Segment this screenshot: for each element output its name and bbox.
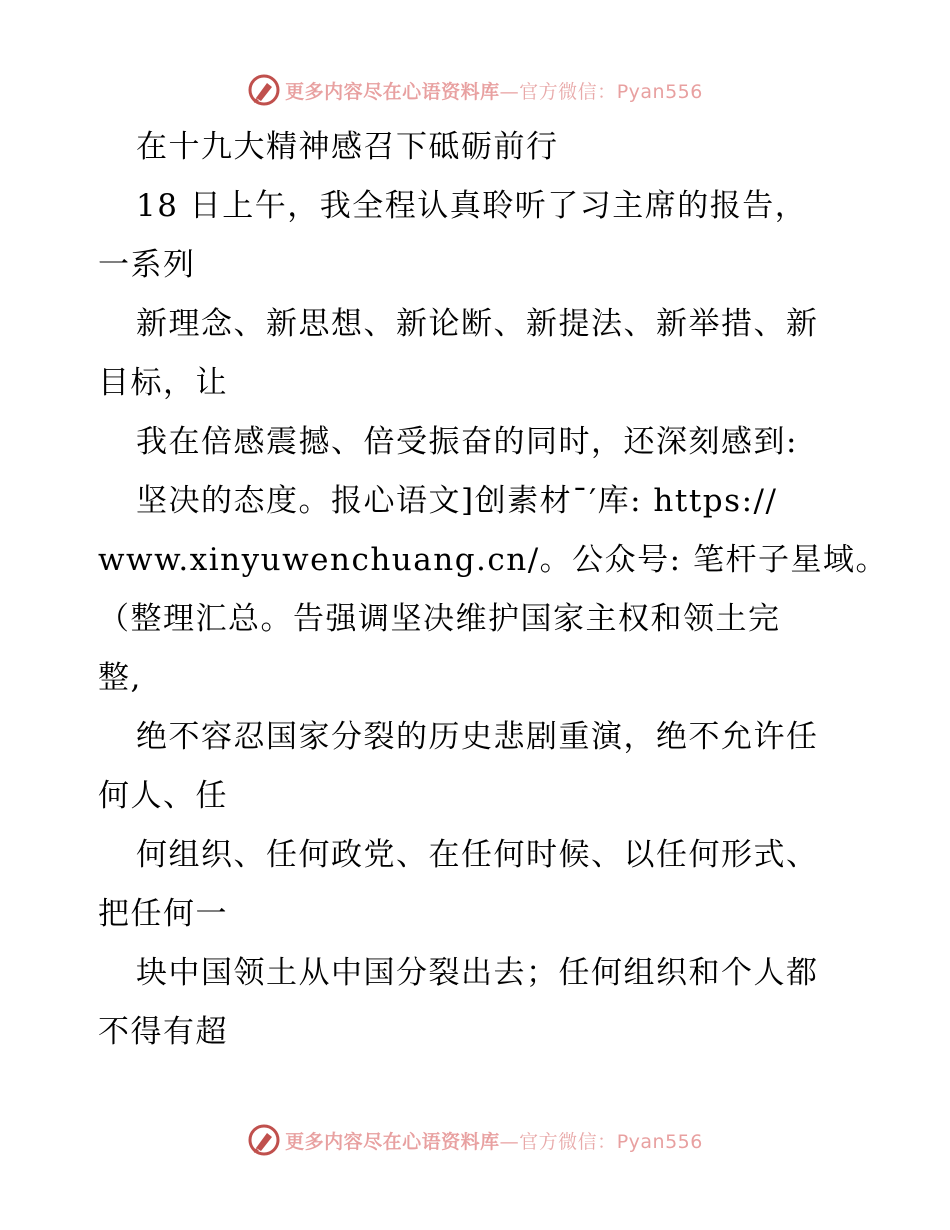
- header-banner-text: [285, 77, 703, 104]
- text-line: 绝不容忍国家分裂的历史悲剧重演，绝不允许任: [136, 719, 819, 755]
- footer-banner-wechat-id: Pyan556: [616, 1130, 703, 1153]
- header-banner-dash: —: [499, 80, 520, 103]
- pen-logo-icon: [247, 1123, 281, 1157]
- footer-banner-official: 官方微信：: [519, 1130, 617, 1153]
- text-line: 何组织、任何政党、在任何时候、以任何形式、: [136, 837, 819, 873]
- document-body: [98, 118, 888, 1062]
- text-line: 我在倍感震撼、倍受振奋的同时，还深刻感到:: [136, 424, 798, 460]
- text-line: 把任何一: [98, 896, 228, 932]
- text-line: 何人、任: [98, 778, 228, 814]
- text-line: 坚决的态度。报心语文]创素材¯′库: https://: [136, 483, 778, 519]
- footer-banner: [0, 1120, 950, 1160]
- footer-banner-text: [285, 1127, 703, 1154]
- text-line-url: www.xinyuwenchuang.cn/。公众号: 笔杆子星域。: [98, 542, 888, 578]
- text-line: （整理汇总。告强调坚决维护国家主权和领土完: [98, 601, 781, 637]
- text-line: 整,: [98, 660, 142, 696]
- header-banner-wechat-id: Pyan556: [616, 80, 703, 103]
- header-banner: [0, 70, 950, 110]
- text-line: 目标，让: [98, 365, 228, 401]
- pen-logo-icon: [247, 73, 281, 107]
- header-banner-official: 官方微信：: [519, 80, 617, 103]
- text-line: 块中国领土从中国分裂出去；任何组织和个人都: [136, 955, 819, 991]
- document-title: 在十九大精神感召下砥砺前行: [136, 129, 559, 165]
- footer-banner-title: 更多内容尽在心语资料库: [285, 1130, 500, 1153]
- text-line: 18 日上午，我全程认真聆听了习主席的报告，: [136, 188, 808, 224]
- text-line: 新理念、新思想、新论断、新提法、新举措、新: [136, 306, 819, 342]
- footer-banner-dash: —: [499, 1130, 520, 1153]
- text-line: 一系列: [98, 247, 196, 283]
- header-banner-title: 更多内容尽在心语资料库: [285, 80, 500, 103]
- text-line: 不得有超: [98, 1014, 228, 1050]
